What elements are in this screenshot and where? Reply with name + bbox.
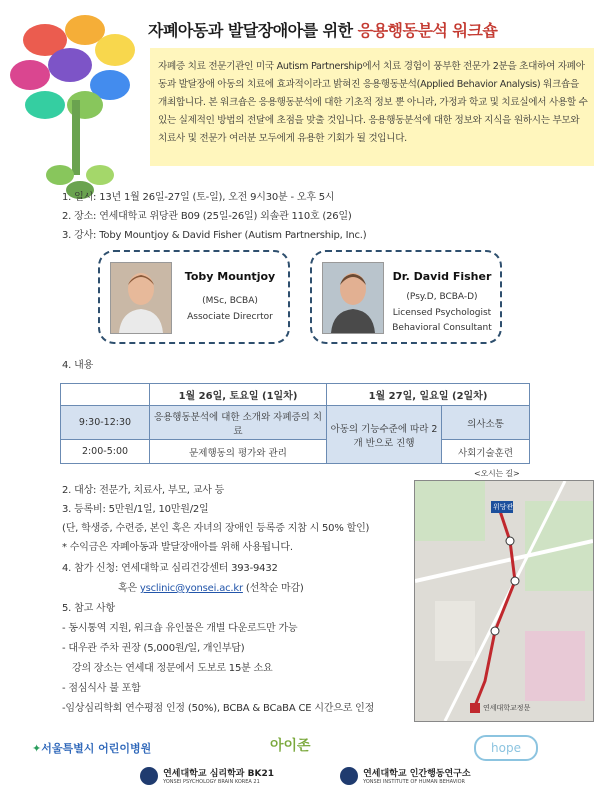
schedule-day2-left: 아동의 기능수준에 따라 2개 반으로 진행	[327, 406, 442, 464]
yonsei-ihb-logo	[340, 765, 471, 785]
schedule-day1-afternoon: 문제행동의 평가와 관리	[150, 440, 327, 464]
schedule-time-morning: 9:30-12:30	[61, 406, 150, 440]
page-title: 자폐아동과 발달장애아를 위한 응용행동분석 워크숍	[148, 21, 498, 40]
campus-map[interactable]	[414, 480, 594, 722]
email-link[interactable]: ysclinic@yonsei.ac.kr	[139, 583, 243, 594]
detail-apply: 4. 참가 신청: 연세대학교 심리건강센터 393-9432	[62, 563, 278, 574]
yonsei-seal-icon	[140, 767, 158, 785]
speaker-card-fisher	[310, 250, 502, 344]
detail-target: 2. 대상: 전문가, 치료사, 부모, 교사 등	[62, 485, 225, 496]
content-label: 4. 내용	[62, 360, 94, 371]
hope-logo: hope	[474, 735, 538, 761]
detail-ref-title: 5. 참고 사항	[62, 603, 115, 614]
detail-ref4: - 점심식사 불 포함	[62, 683, 141, 694]
speaker-name-toby: Toby Mountjoy	[184, 270, 276, 283]
detail-ref2: - 대우관 주차 권장 (5,000원/일, 개인부담)	[62, 643, 245, 654]
info-speakers: 3. 강사: Toby Mountjoy & David Fisher (Autism Partnership, Inc.)	[62, 230, 367, 241]
detail-fee: 3. 등록비: 5만원/1일, 10만원/2일	[62, 504, 209, 515]
schedule-day1-header: 1월 26일, 토요일 (1일차)	[150, 384, 327, 406]
speaker-name-fisher: Dr. David Fisher	[392, 270, 492, 283]
intro-text: 자폐증 치료 전문기관인 미국 Autism Partnership에서 치료 경험이 풍부한 전문가 2분을 초대하여 자폐아동과 발달장애 아동의 치료에 효과적이라고 밝혀진 응용행동분석(Applied Behavior Analysis) 워크숍을 개최합니다. 본 워크숍은 응용행동분석에 대한 기초적 정보 뿐 아니라, 가정과 학교 및 치료실에서 사용할 수 있는 실제적인 방법의 전달에 초점을 맞출 것입니다. 응용행동분석에 대한 정보와 지식을 원하시는 부모와 치료사 및 전문가 여러분 모두에게 유용한 기회가 될 것입니다.	[150, 48, 594, 166]
map-marker-label: 위당관	[493, 503, 514, 511]
detail-discount: (단, 학생증, 수련증, 본인 혹은 자녀의 장애인 등록증 지참 시 50% 할인)	[62, 523, 370, 534]
seoul-hospital-logo: ✦서울특별시 어린이병원	[32, 742, 152, 755]
speaker-role1-fisher: Licensed Psychologist	[392, 308, 492, 318]
info-place: 2. 장소: 연세대학교 위당관 B09 (25일-26일) 외솔관 110호 (26일)	[62, 211, 352, 222]
detail-ref1: - 동시통역 지원, 워크숍 유인물은 개별 다운로드만 가능	[62, 623, 298, 634]
handprint-tree-illustration	[0, 0, 150, 200]
map-bottom-label: 연세대학교정문	[483, 704, 531, 712]
schedule-day2-right1: 의사소통	[442, 406, 530, 440]
speaker-photo-fisher	[322, 262, 384, 334]
yonsei-ihb-en: YONSEI INSTITUTE OF HUMAN BEHAVIOR	[363, 779, 466, 785]
yonsei-bk21-kr: 연세대학교 심리학과 BK21	[163, 769, 274, 779]
detail-ref5: -임상심리학회 연수평점 인정 (50%), BCBA & BCaBA CE 시간으로 인정	[62, 703, 375, 714]
detail-note: * 수익금은 자폐아동과 발달장애아를 위해 사용됩니다.	[62, 542, 293, 553]
schedule-corner	[61, 384, 150, 406]
yonsei-bk21-en: YONSEI PSYCHOLOGY BRAIN KOREA 21	[163, 779, 260, 785]
speaker-photo-toby	[110, 262, 172, 334]
yonsei-seal-icon	[340, 767, 358, 785]
schedule-day2-right2: 사회기술훈련	[442, 440, 530, 464]
yonsei-bk21-logo	[140, 765, 274, 785]
info-date: 1. 일시: 13년 1월 26일-27일 (토-일), 오전 9시30분 - 오후 5시	[62, 192, 335, 203]
speaker-role-toby: Associate Direcrtor	[187, 312, 273, 322]
detail-ref3: 강의 장소는 연세대 정문에서 도보로 15분 소요	[72, 663, 273, 674]
seoul-logo-icon: ✦	[32, 742, 42, 755]
title-highlight: 응용행동분석 워크숍	[357, 21, 498, 40]
speaker-cred-fisher: (Psy.D, BCBA-D)	[406, 292, 478, 302]
schedule-day1-morning: 응용행동분석에 대한 소개와 자폐증의 치료	[150, 406, 327, 440]
map-caption: <오시는 길>	[474, 469, 520, 478]
speaker-cred-toby: (MSc, BCBA)	[202, 296, 258, 306]
speaker-card-toby	[98, 250, 290, 344]
schedule-table	[60, 383, 530, 464]
aijong-logo: 아이존	[270, 738, 311, 754]
yonsei-ihb-kr: 연세대학교 인간행동연구소	[363, 769, 471, 779]
schedule-day2-header: 1월 27일, 일요일 (2일차)	[327, 384, 530, 406]
schedule-time-afternoon: 2:00-5:00	[61, 440, 150, 464]
speaker-role2-fisher: Behavioral Consultant	[392, 323, 492, 333]
detail-email-line: 혹은 ysclinic@yonsei.ac.kr (선착순 마감)	[118, 583, 304, 594]
